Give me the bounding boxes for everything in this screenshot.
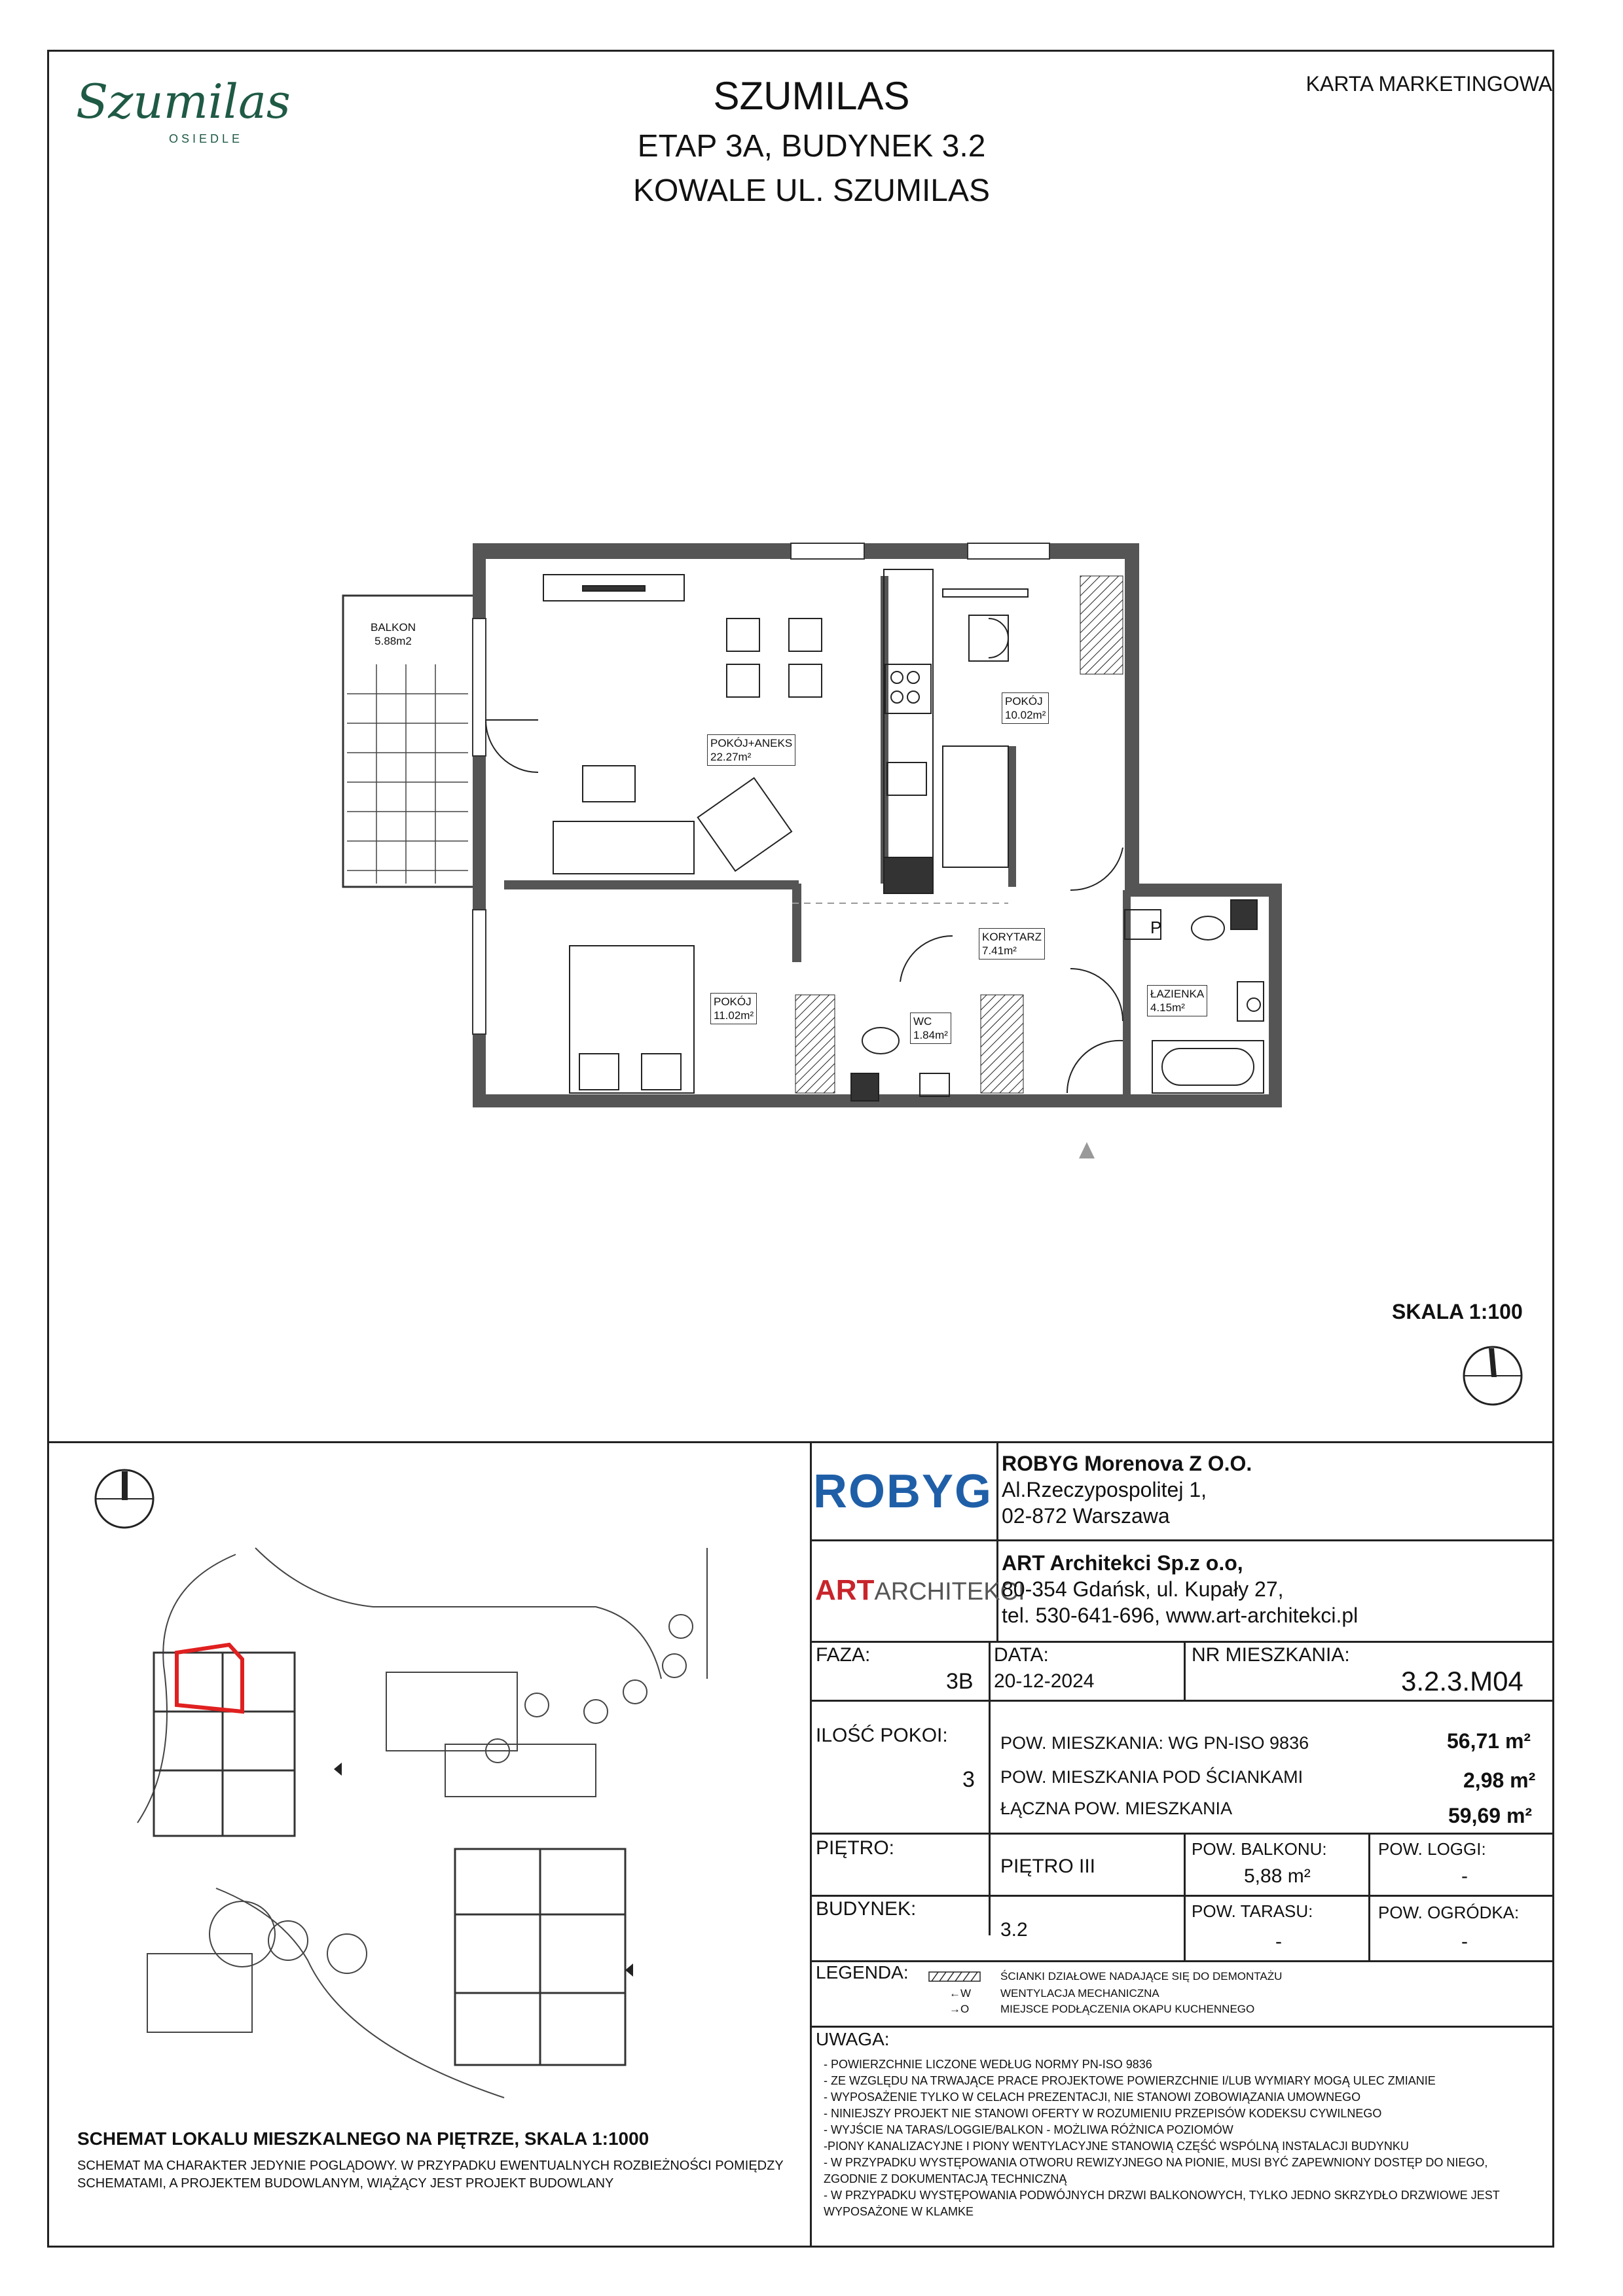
taras-label: POW. TARASU: xyxy=(1192,1901,1313,1921)
project-title: SZUMILAS xyxy=(713,74,910,118)
plan-scale: SKALA 1:100 xyxy=(1392,1300,1523,1323)
budynek-value: 3.2 xyxy=(1000,1919,1028,1941)
uwaga-line: - WYJŚCIE NA TARAS/LOGGIE/BALKON - MOŻLIWA RÓŻNICA POZIOMÓW xyxy=(824,2123,1233,2136)
grid-h1 xyxy=(810,1700,1554,1702)
svg-text:OSIEDLE: OSIEDLE xyxy=(169,132,244,145)
pow2-value: 2,98 m² xyxy=(1463,1768,1536,1792)
apartment-highlight xyxy=(177,1645,242,1712)
uwaga-line: - W PRZYPADKU WYSTĘPOWANIA PODWÓJNYCH DRZWI BALKONOWYCH, TYLKO JEDNO SKRZYDŁO DRZWIOWE JEST WYPOSAŻONE W KLAMKE xyxy=(824,2189,1500,2218)
uwaga-notes xyxy=(824,2056,1544,2220)
data-value: 20-12-2024 xyxy=(994,1670,1095,1692)
room-label-room2: POKÓJ 11.02m² xyxy=(710,993,757,1024)
furniture xyxy=(543,575,1264,1101)
room-label-corridor: KORYTARZ 7.41m² xyxy=(979,928,1045,960)
removable-walls xyxy=(795,576,1123,1093)
p-shaft-label: P xyxy=(1150,918,1162,937)
uwaga-line: - ZE WZGLĘDU NA TRWAJĄCE PRACE PROJEKTOWE POWIERZCHNIE I/LUB WYMIARY MOGĄ ULEC ZMIANIE xyxy=(824,2074,1436,2087)
room-label-bathroom: ŁAZIENKA 4.15m² xyxy=(1147,985,1207,1016)
legend-o-symbol: →O xyxy=(949,2003,970,2015)
building-3-1 xyxy=(455,1849,625,2065)
grid-v1 xyxy=(989,1641,991,1935)
schema-title: SCHEMAT LOKALU MIESZKALNEGO NA PIĘTRZE, SKALA 1:1000 xyxy=(77,2128,649,2149)
architect-name: ART Architekci Sp.z o.o, xyxy=(1002,1551,1243,1575)
card-type: KARTA MARKETINGOWA xyxy=(1305,72,1552,96)
divider-investor xyxy=(810,1539,1554,1541)
budynek-label: BUDYNEK: xyxy=(816,1898,917,1920)
room-label-balcony: BALKON 5.88m2 xyxy=(371,621,416,647)
legend-item-2: WENTYLACJA MECHANICZNA xyxy=(1000,1987,1159,2000)
uwaga-line: - POWIERZCHNIE LICZONE WEDŁUG NORMY PN-ISO 9836 xyxy=(824,2058,1152,2071)
legend-label: LEGENDA: xyxy=(816,1962,909,1982)
architect-contact: tel. 530-641-696, www.art-architekci.pl xyxy=(1002,1604,1359,1627)
faza-value: 3B xyxy=(946,1669,974,1694)
nr-label: NR MIESZKANIA: xyxy=(1192,1644,1350,1666)
ogrodek-label: POW. OGRÓDKA: xyxy=(1378,1903,1520,1922)
legend-item-3: MIEJSCE PODŁĄCZENIA OKAPU KUCHENNEGO xyxy=(1000,2003,1255,2015)
legend-w-symbol: ←W xyxy=(949,1987,972,2000)
legend-item-1: ŚCIANKI DZIAŁOWE NADAJĄCE SIĘ DO DEMONTAŻU xyxy=(1000,1970,1283,1982)
investor-address-1: Al.Rzeczypospolitej 1, xyxy=(1002,1478,1207,1501)
project-address: KOWALE UL. SZUMILAS xyxy=(632,173,990,208)
floor-plan xyxy=(327,537,1309,1158)
uwaga-line: -PIONY KANALIZACYJNE I PIONY WENTYLACYJNE STANOWIĄ CZĘŚĆ WSPÓLNĄ INSTALACJI BUDYNKU xyxy=(824,2140,1409,2153)
taras-value: - xyxy=(1275,1931,1282,1952)
faza-label: FAZA: xyxy=(816,1644,871,1666)
pow3-label: ŁĄCZNA POW. MIESZKANIA xyxy=(1000,1799,1233,1818)
uwaga-line: - WYPOSAŻENIE TYLKO W CELACH PREZENTACJI, NIE STANOWI ZOBOWIĄZANIA UMOWNEGO xyxy=(824,2090,1361,2104)
kitchen xyxy=(884,569,933,893)
grid-h3 xyxy=(810,1895,1554,1897)
pow1-label: POW. MIESZKANIA: WG PN-ISO 9836 xyxy=(1000,1733,1309,1753)
investor-address-2: 02-872 Warszawa xyxy=(1002,1504,1170,1528)
investor-name: ROBYG Morenova Z O.O. xyxy=(1002,1452,1252,1475)
schema-note: SCHEMAT MA CHARAKTER JEDYNIE POGLĄDOWY. W PRZYPADKU EWENTUALNYCH ROZBIEŻNOŚCI POMIĘDZY SCHEMATAMI, A PROJEKTEM BUDOWLANYM, WIĄŻĄCY JEST PROJEKT BUDOWLANY xyxy=(77,2159,784,2191)
loggia-label: POW. LOGGI: xyxy=(1378,1839,1486,1859)
project-stage: ETAP 3A, BUDYNEK 3.2 xyxy=(637,129,986,164)
divider-architect xyxy=(810,1641,1554,1643)
loggia-value: - xyxy=(1461,1865,1468,1887)
grid-h5 xyxy=(810,2026,1554,2028)
robyg-logo: ROBYG xyxy=(813,1465,993,1518)
balkon-value: 5,88 m² xyxy=(1244,1865,1311,1887)
pow1-value: 56,71 m² xyxy=(1447,1729,1531,1753)
room-label-living: POKÓJ+ANEKS 22.27m² xyxy=(707,734,795,766)
room-label-room1: POKÓJ 10.02m² xyxy=(1002,692,1049,724)
divider-bottom xyxy=(47,1441,1554,1443)
uwaga-label: UWAGA: xyxy=(816,2029,890,2049)
pietro-label: PIĘTRO: xyxy=(816,1837,895,1859)
svg-text:Szumilas: Szumilas xyxy=(76,74,291,129)
nr-value: 3.2.3.M04 xyxy=(1401,1666,1523,1696)
art-logo: ARTARCHITEKCI xyxy=(815,1574,1025,1606)
grid-h2 xyxy=(810,1833,1554,1835)
ogrodek-value: - xyxy=(1461,1931,1468,1952)
hatch-legend-icon xyxy=(928,1971,981,1982)
uwaga-line: - NINIEJSZY PROJEKT NIE STANOWI OFERTY W ROZUMIENIU PRZEPISÓW KODEKSU CYWILNEGO xyxy=(824,2107,1382,2120)
uwaga-line: - W PRZYPADKU WYSTĘPOWANIA OTWORU REWIZYJNEGO NA PIONIE, MUSI BYĆ ZAPEWNIONY DOSTĘP DO NIEGO, ZGODNIE Z DOKUMENTACJĄ TECHNICZNĄ xyxy=(824,2156,1488,2185)
grid-h4 xyxy=(810,1960,1554,1962)
pow3-value: 59,69 m² xyxy=(1448,1804,1533,1827)
data-label: DATA: xyxy=(994,1644,1049,1666)
site-schema xyxy=(137,1548,792,2124)
compass-icon xyxy=(1460,1343,1525,1408)
balkon-label: POW. BALKONU: xyxy=(1192,1839,1327,1859)
pow2-label: POW. MIESZKANIA POD ŚCIANKAMI xyxy=(1000,1767,1304,1787)
outer-walls xyxy=(473,543,1282,1107)
pokoje-label: ILOŚĆ POKOI: xyxy=(816,1725,948,1746)
schema-compass-icon xyxy=(92,1466,157,1532)
divider-vertical xyxy=(810,1441,812,2248)
pokoje-value: 3 xyxy=(962,1767,975,1792)
pietro-value: PIĘTRO III xyxy=(1000,1856,1096,1877)
grid-v2 xyxy=(1184,1641,1186,1700)
room-label-wc: WC 1.84m² xyxy=(910,1013,951,1044)
architect-address: 80-354 Gdańsk, ul. Kupały 27, xyxy=(1002,1577,1284,1601)
